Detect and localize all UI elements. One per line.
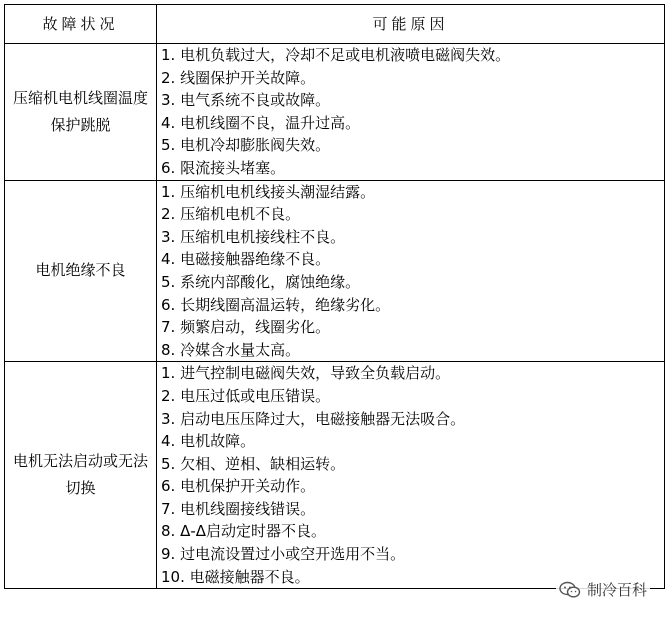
cause-item: 4. 电机线圈不良，温升过高。 bbox=[161, 113, 361, 132]
fault-name: 电机绝缘不良 bbox=[5, 180, 157, 362]
cause-item: 6. 电机保护开关动作。 bbox=[161, 477, 316, 496]
cause-item: 9. 过电流设置过小或空开选用不当。 bbox=[161, 545, 406, 564]
causes-list bbox=[157, 44, 665, 181]
header-fault-status: 故障状况 bbox=[5, 5, 157, 44]
table-row bbox=[5, 44, 665, 181]
cause-item: 5. 电机冷却膨胀阀失效。 bbox=[161, 136, 331, 155]
cause-item: 7. 电机线圈接线错误。 bbox=[161, 499, 316, 518]
cause-item: 2. 电压过低或电压错误。 bbox=[161, 386, 331, 405]
fault-name: 压缩机电机线圈温度保护跳脱 bbox=[5, 44, 157, 181]
header-possible-causes: 可能原因 bbox=[157, 5, 665, 44]
causes-list bbox=[157, 180, 665, 362]
table-row bbox=[5, 362, 665, 589]
cause-item: 8. Δ-Δ启动定时器不良。 bbox=[161, 522, 327, 541]
watermark bbox=[556, 578, 650, 601]
fault-cause-table bbox=[4, 4, 665, 589]
watermark-text: 制冷百科 bbox=[587, 581, 648, 599]
cause-item: 6. 限流接头堵塞。 bbox=[161, 158, 286, 177]
cause-item: 2. 压缩机电机不良。 bbox=[161, 205, 301, 224]
fault-name: 电机无法启动或无法切换 bbox=[5, 362, 157, 589]
cause-item: 3. 电气系统不良或故障。 bbox=[161, 91, 331, 110]
cause-item: 2. 线圈保护开关故障。 bbox=[161, 68, 316, 87]
table-row bbox=[5, 180, 665, 362]
cause-item: 4. 电磁接触器绝缘不良。 bbox=[161, 250, 331, 269]
cause-item: 7. 频繁启动，线圈劣化。 bbox=[161, 318, 331, 337]
cause-item: 5. 系统内部酸化，腐蚀绝缘。 bbox=[161, 272, 361, 291]
table-header-row bbox=[5, 5, 665, 44]
cause-item: 1. 电机负载过大，冷却不足或电机液喷电磁阀失效。 bbox=[161, 46, 511, 64]
cause-item: 5. 欠相、逆相、缺相运转。 bbox=[161, 454, 346, 473]
cause-item: 8. 冷媒含水量太高。 bbox=[161, 340, 301, 359]
wechat-icon bbox=[559, 581, 581, 599]
cause-item: 1. 压缩机电机线接头潮湿结露。 bbox=[161, 182, 376, 201]
cause-item: 6. 长期线圈高温运转，绝缘劣化。 bbox=[161, 295, 391, 314]
cause-item: 3. 压缩机电机接线柱不良。 bbox=[161, 227, 346, 246]
causes-list bbox=[157, 362, 665, 589]
cause-item: 10. 电磁接触器不良。 bbox=[161, 567, 310, 586]
cause-item: 4. 电机故障。 bbox=[161, 432, 256, 451]
cause-item: 3. 启动电压压降过大，电磁接触器无法吸合。 bbox=[161, 409, 466, 428]
cause-item: 1. 进气控制电磁阀失效，导致全负载启动。 bbox=[161, 364, 451, 383]
